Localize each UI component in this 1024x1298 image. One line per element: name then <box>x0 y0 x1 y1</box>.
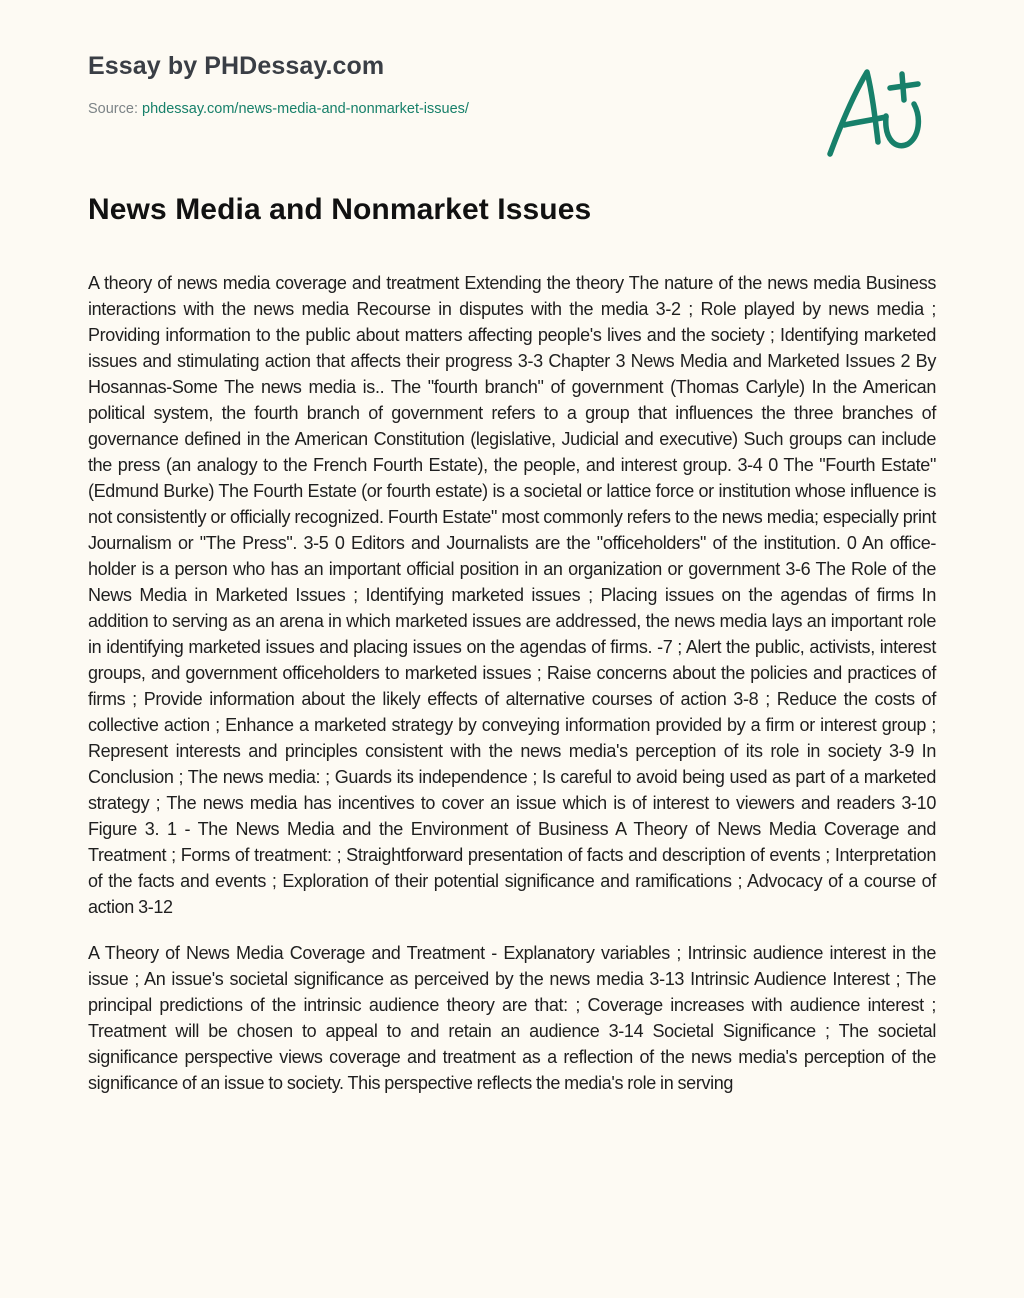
essay-body <box>88 270 936 1116</box>
page-title: News Media and Nonmarket Issues <box>88 193 592 226</box>
source-line <box>88 99 788 119</box>
site-header <box>88 50 788 119</box>
a-plus-grade-icon <box>820 62 935 162</box>
essay-paragraph: A Theory of News Media Coverage and Treatment - Explanatory variables ; Intrinsic audience interest in the issue ; An issue's societal significance as perceived by the news media 3-13 Intrinsic Audience Interest ; The principal predictions of the intrinsic audience theory are that: ; Coverage increases with audience interest ; Treatment will be chosen to appeal to and retain an audience 3-14 Societal Significance ; The societal significance perspective views coverage and treatment as a reflection of the news media's perception of the significance of an issue to society. This perspective reflects the media's role in serving <box>88 943 936 1093</box>
source-link[interactable]: phdessay.com/news-media-and-nonmarket-issues/ <box>142 101 469 117</box>
source-label: Source: <box>88 101 142 117</box>
essay-paragraph: A theory of news media coverage and treatment Extending the theory The nature of the news media Business interactions with the news media Recourse in disputes with the media 3-2 ; Role played by news media ; Providing information to the public about matters affecting people's lives and the society ; Identifying marketed issues and stimulating action that affects their progress 3-3 Chapter 3 News Media and Marketed Issues 2 By Hosannas-Some The news media is.. The "fourth branch" of government (Thomas Carlyle) In the American political system, the fourth branch of government refers to a group that influences the three branches of governance defined in the American Constitution (legislative, Judicial and executive) Such groups can include the press (an analogy to the French Fourth Estate), the people, and interest group. 3-4 0 The "Fourth Estate" (Edmund Burke) The Fourth Estate (or fourth estate) is a societal or lattice force or institution whose influence is not consistently or officially recognized. Fourth Estate" most commonly refers to the news media; especially print Journalism or "The Press". 3-5 0 Editors and Journalists are the "officeholders" of the institution. 0 An office-holder is a person who has an important official position in an organization or government 3-6 The Role of the News Media in Marketed Issues ; Identifying marketed issues ; Placing issues on the agendas of firms In addition to serving as an arena in which marketed issues are addressed, the news media lays an important role in identifying marketed issues and placing issues on the agendas of firms. -7 ; Alert the public, activists, interest groups, and government officeholders to marketed issues ; Raise concerns about the policies and practices of firms ; Provide information about the likely effects of alternative courses of action 3-8 ; Reduce the costs of collective action ; Enhance a marketed strategy by conveying information provided by a firm or interest group ; Represent interests and principles consistent with the news media's perception of its role in society 3-9 In Conclusion ; The news media: ; Guards its independence ; Is careful to avoid being used as part of a marketed strategy ; The news media has incentives to cover an issue which is of interest to viewers and readers 3-10 Figure 3. 1 - The News Media and the Environment of Business A Theory of News Media Coverage and Treatment ; Forms of treatment: ; Straightforward presentation of facts and description of events ; Interpretation of the facts and events ; Exploration of their potential significance and ramifications ; Advocacy of a course of action 3-12 <box>88 273 936 917</box>
site-title: Essay by PHDessay.com <box>88 52 385 80</box>
